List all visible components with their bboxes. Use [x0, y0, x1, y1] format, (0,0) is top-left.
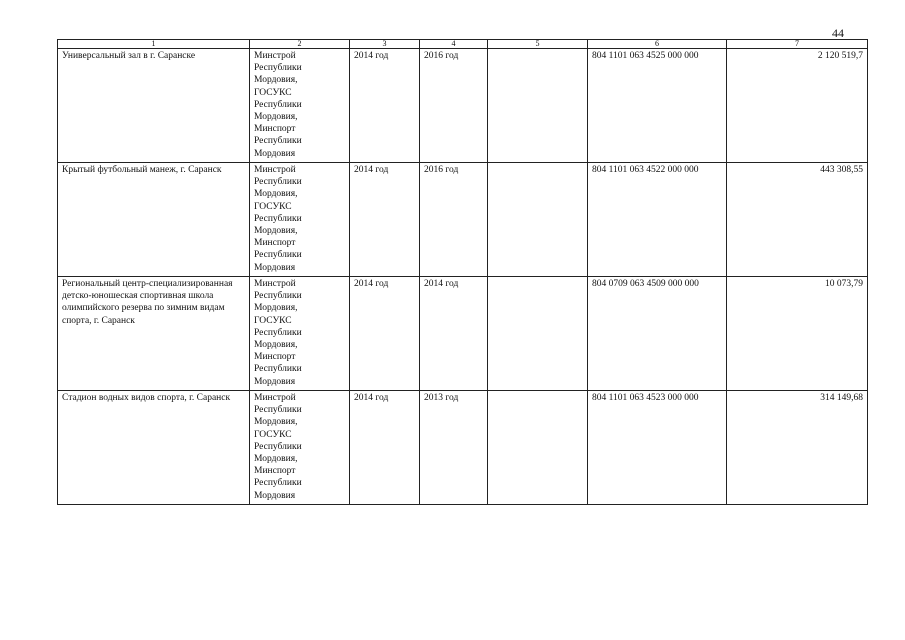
- org-line: Республики: [254, 327, 302, 338]
- org-line: Минспорт: [254, 238, 296, 249]
- org-line: Минстрой: [254, 279, 296, 289]
- end-year: 2014 год: [420, 277, 488, 391]
- column-header: 4: [420, 40, 488, 49]
- org-line: Мордовия,: [254, 75, 298, 86]
- org-line: Республики: [254, 99, 302, 110]
- budget-code: 804 1101 063 4523 000 000: [588, 391, 727, 505]
- amount: 443 308,55: [727, 163, 868, 277]
- column-header: 6: [588, 40, 727, 49]
- responsible-orgs: [250, 163, 350, 277]
- object-name: Региональный центр-специализированная детско-юношеская спортивная школа олимпийского резерва по зимним видам спорта, г. Саранск: [58, 277, 250, 391]
- amount: 10 073,79: [727, 277, 868, 391]
- budget-code: 804 1101 063 4525 000 000: [588, 49, 727, 163]
- org-line: Мордовия: [254, 148, 296, 159]
- budget-code: 804 1101 063 4522 000 000: [588, 163, 727, 277]
- column-5-cell: [488, 277, 588, 391]
- amount: 2 120 519,7: [727, 49, 868, 163]
- start-year: 2014 год: [350, 277, 420, 391]
- org-line: Мордовия: [254, 262, 296, 273]
- org-line: ГОСУКС: [254, 87, 292, 98]
- amount: 314 149,68: [727, 391, 868, 505]
- table-row: [58, 391, 868, 505]
- org-line: Мордовия,: [254, 112, 298, 123]
- org-line: Мордовия: [254, 376, 296, 387]
- org-line: ГОСУКС: [254, 201, 292, 212]
- org-line: Республики: [254, 250, 302, 261]
- table-row: [58, 277, 868, 391]
- org-line: Республики: [254, 213, 302, 224]
- column-number-row: [58, 40, 868, 49]
- org-line: Мордовия,: [254, 226, 298, 237]
- org-line: Республики: [254, 405, 302, 416]
- responsible-orgs: [250, 49, 350, 163]
- org-line: Минстрой: [254, 393, 296, 403]
- org-line: ГОСУКС: [254, 315, 292, 326]
- org-line: Республики: [254, 441, 302, 452]
- org-line: Мордовия,: [254, 189, 298, 200]
- column-header: 3: [350, 40, 420, 49]
- responsible-orgs: [250, 391, 350, 505]
- column-header: 2: [250, 40, 350, 49]
- org-line: Минспорт: [254, 352, 296, 363]
- start-year: 2014 год: [350, 163, 420, 277]
- org-line: Республики: [254, 177, 302, 188]
- table-row: [58, 163, 868, 277]
- org-line: Мордовия: [254, 490, 296, 501]
- object-name: Стадион водных видов спорта, г. Саранск: [58, 391, 250, 505]
- column-header: 7: [727, 40, 868, 49]
- org-line: Мордовия,: [254, 417, 298, 428]
- budget-table: [57, 39, 868, 505]
- end-year: 2016 год: [420, 49, 488, 163]
- org-line: Мордовия,: [254, 454, 298, 465]
- column-header: 5: [488, 40, 588, 49]
- start-year: 2014 год: [350, 391, 420, 505]
- org-line: Минстрой: [254, 51, 296, 61]
- org-line: Мордовия,: [254, 340, 298, 351]
- object-name: Крытый футбольный манеж, г. Саранск: [58, 163, 250, 277]
- column-5-cell: [488, 391, 588, 505]
- org-line: Республики: [254, 364, 302, 375]
- org-line: Минспорт: [254, 466, 296, 477]
- org-line: Республики: [254, 291, 302, 302]
- column-header: 1: [58, 40, 250, 49]
- org-line: Республики: [254, 63, 302, 74]
- org-line: Республики: [254, 136, 302, 147]
- page-number: 44: [832, 26, 844, 40]
- column-5-cell: [488, 49, 588, 163]
- start-year: 2014 год: [350, 49, 420, 163]
- end-year: 2013 год: [420, 391, 488, 505]
- object-name: Универсальный зал в г. Саранске: [58, 49, 250, 163]
- end-year: 2016 год: [420, 163, 488, 277]
- column-5-cell: [488, 163, 588, 277]
- table-row: [58, 49, 868, 163]
- org-line: Минспорт: [254, 124, 296, 135]
- org-line: Мордовия,: [254, 303, 298, 314]
- org-line: ГОСУКС: [254, 429, 292, 440]
- org-line: Республики: [254, 478, 302, 489]
- budget-code: 804 0709 063 4509 000 000: [588, 277, 727, 391]
- org-line: Минстрой: [254, 165, 296, 175]
- responsible-orgs: [250, 277, 350, 391]
